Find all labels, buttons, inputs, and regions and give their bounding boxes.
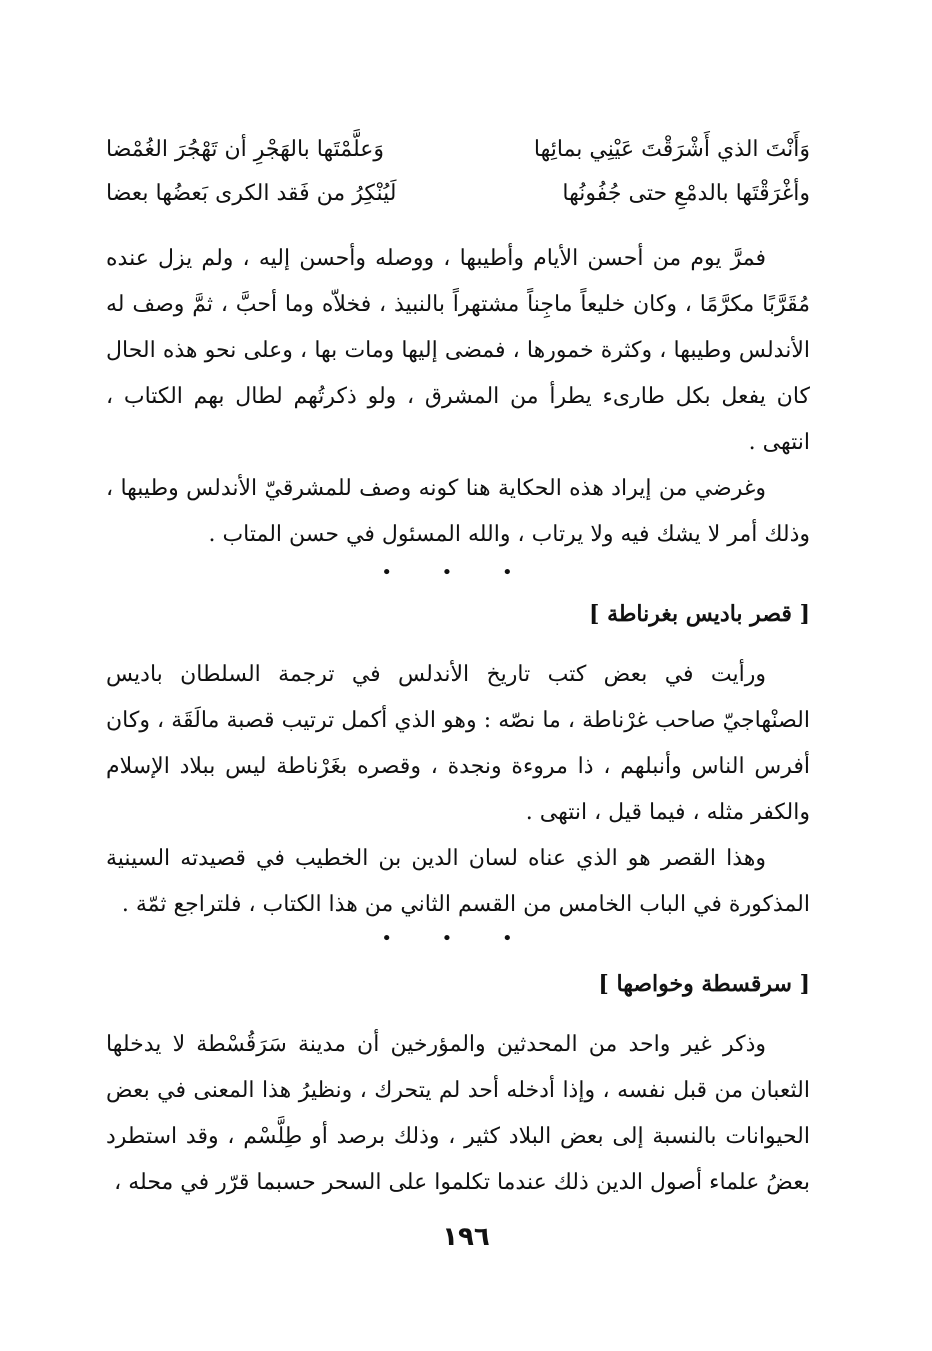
section-3-body bbox=[106, 1022, 810, 1206]
verse-2-first-hemistich: وأغْرَقْتَها بالدمْعِ حتى جُفُونُها bbox=[562, 181, 810, 206]
verse-1-second-hemistich: وَعلَّمْتَها بالهَجْرِ أن تَهْجُرَ الغُمْضا bbox=[106, 137, 385, 162]
page-number: ١٩٦ bbox=[442, 1222, 490, 1252]
section-1-body bbox=[106, 236, 810, 558]
paragraph-1: فمرَّ يوم من أحسن الأيام وأطيبها ، ووصله وأحسن إليه ، ولم يزل عنده مُقَرَّبًا مكرَّمًا ، وكان خليعاً ماجِناً مشتهراً بالنبيذ ، فخلاّه وما أحبَّ ، ثمَّ وصف له الأندلس وطيبها ، وكثرة خمورها ، فمضى إليها ومات بها ، وعلى نحو هذه الحال كان يفعل بكل طارىء يطرأ من المشرق ، ولو ذكرتُهم لطال بهم الكتاب ، انتهى . bbox=[106, 246, 810, 455]
verse-2-second-hemistich: لَيُنْكِرُ من فَقد الكرى بَعضُها بعضا bbox=[106, 181, 397, 206]
paragraph-2: وغرضي من إيراد هذه الحكاية هنا كونه وصف للمشرقيّ الأندلس وطيبها ، وذلك أمر لا يشك فيه ولا يرتاب ، والله المسئول في حسن المتاب . bbox=[106, 476, 810, 547]
section-heading-saragossa: [ سرقسطة وخواصها ] bbox=[598, 971, 810, 997]
section-2-body bbox=[106, 652, 810, 928]
poem-verses bbox=[106, 128, 810, 216]
section-separator-2: • • • bbox=[381, 928, 535, 949]
paragraph-3: ورأيت في بعض كتب تاريخ الأندلس في ترجمة السلطان باديس الصنْهاجيّ صاحب غرْناطة ، ما نصّه : وهو الذي أكمل ترتيب قصبة مالَقَة ، وكان أفرس الناس وأنبلهم ، ذا مروءة ونجدة ، وقصره بغَرْناطة ليس ببلاد الإسلام والكفر مثله ، فيما قيل ، انتهى . bbox=[106, 662, 810, 825]
paragraph-5: وذكر غير واحد من المحدثين والمؤرخين أن مدينة سَرَقُسْطة لا يدخلها الثعبان من قبل نفسه ، وإذا أدخله أحد لم يتحرك ، ونظيرُ هذا المعنى في بعض الحيوانات بالنسبة إلى بعض البلاد كثير ، وذلك برصد أو طِلَّسْم ، وقد استطرد بعضُ علماء أصول الدين ذلك عندما تكلموا على السحر حسبما قرّر في محله ، bbox=[106, 1032, 810, 1195]
verse-line-1 bbox=[106, 128, 810, 172]
section-separator-1: • • • bbox=[381, 562, 535, 583]
section-heading-badis-palace: [ قصر باديس بغرناطة ] bbox=[589, 601, 810, 627]
verse-line-2 bbox=[106, 172, 810, 216]
verse-1-first-hemistich: وَأَنْتَ الذي أَشْرَقْتَ عَيْنِي بمائِها bbox=[533, 137, 810, 162]
paragraph-4: وهذا القصر هو الذي عناه لسان الدين بن الخطيب في قصيدته السينية المذكورة في الباب الخامس من القسم الثاني من هذا الكتاب ، فلتراجع ثمّة . bbox=[106, 846, 810, 917]
